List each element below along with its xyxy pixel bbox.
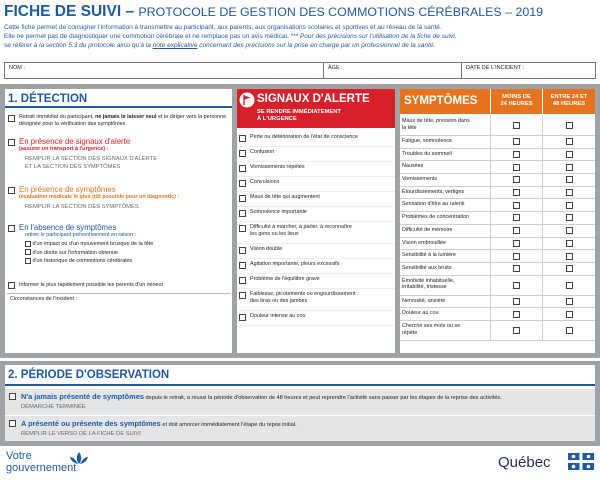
symptome-row (400, 199, 595, 212)
signal-label: Confusion (250, 149, 275, 155)
nom-field[interactable] (5, 63, 324, 78)
absence-sub: retirer le participant préventivement en raison : (25, 232, 137, 238)
symptome-row (400, 250, 595, 263)
symptome-checkbox[interactable] (566, 138, 573, 145)
symptome-label-line: Vomissements (402, 176, 438, 183)
signaux-header (237, 89, 395, 128)
absence-list (7, 240, 229, 266)
signal-item (237, 207, 395, 222)
signal-label: Vomissements répétés (250, 164, 305, 170)
age-label: ÂGE : (328, 65, 343, 71)
symptome-label (402, 189, 488, 196)
signal-checkbox[interactable] (239, 150, 246, 157)
date-field[interactable] (462, 63, 595, 78)
symptome-checkbox[interactable] (513, 311, 520, 318)
symptome-label (402, 201, 488, 208)
signal-label: Difficulté à marcher, à parler, à reconnaître (250, 224, 352, 230)
symptome-checkbox[interactable] (513, 253, 520, 260)
cell-24-48h (542, 225, 595, 237)
sympt-title: En présence de symptômes (19, 185, 116, 194)
col2-line-2: 48 HEURES (552, 101, 586, 107)
page-title (4, 3, 598, 21)
signal-checkbox[interactable] (239, 180, 246, 187)
symptome-row (400, 174, 595, 187)
symptome-label-line: répète (402, 329, 418, 336)
alert-checkbox[interactable] (8, 139, 15, 146)
symptome-row (400, 116, 595, 136)
symptomes-heading: SYMPTÔMES (404, 95, 478, 107)
absence-item (7, 223, 229, 266)
signal-label: des bras ou des jambes (250, 298, 308, 304)
symptome-label-line: Étourdissements, vertiges (402, 188, 465, 195)
symptome-label (402, 265, 488, 272)
symptome-row (400, 136, 595, 149)
col1-line-1: MOINS DE (502, 94, 531, 100)
signal-label: Convulsions (250, 179, 280, 185)
symptome-label (402, 323, 488, 336)
frame-right (595, 84, 600, 358)
intro-line-2a: Elle ne permet pas de diagnostiquer une commotion cérébrale et ne remplace pas un avis médical. (4, 33, 289, 40)
identification-fields (4, 62, 596, 79)
absence-option (25, 257, 229, 266)
logo-line-2: gouvernement (6, 462, 77, 474)
cell-moins-24h (490, 116, 542, 135)
quebec-flag-icon (568, 453, 594, 470)
signal-checkbox[interactable] (239, 225, 246, 232)
cell-moins-24h (490, 174, 542, 186)
cell-moins-24h (490, 238, 542, 250)
cell-moins-24h (490, 225, 542, 237)
symptome-checkbox[interactable] (566, 227, 573, 234)
symptome-label (402, 118, 488, 131)
signal-label: Maux de tête qui augmentent (250, 194, 320, 200)
date-label: DATE DE L'INCIDENT : (466, 65, 524, 71)
signal-label: Douleur intense au cou (250, 313, 306, 319)
signal-item (237, 192, 395, 207)
symptome-checkbox[interactable] (566, 265, 573, 272)
alert-fill-line-2: ET LA SECTION DES SYMPTÔMES (25, 163, 121, 170)
cell-24-48h (542, 116, 595, 135)
signal-item (237, 289, 395, 311)
symptome-label-line: Troubles du sommeil (402, 150, 452, 157)
signal-item (237, 162, 395, 177)
symptome-label-line: Douleur au cou (402, 310, 439, 317)
periode-item-2-note: REMPLIR LE VERSO DE LA FICHE DE SUIVI (21, 431, 141, 437)
symptome-checkbox[interactable] (513, 240, 520, 247)
symptome-checkbox[interactable] (566, 214, 573, 221)
flag-icon (239, 92, 255, 108)
periode-heading: 2. PÉRIODE D'OBSERVATION (8, 369, 170, 381)
signal-item (237, 132, 395, 147)
absence-option-label: d'un impact ou d'un mouvement brusque de la tête (32, 241, 154, 247)
symptome-label (402, 278, 488, 291)
signal-item (237, 177, 395, 192)
inform-item (7, 282, 229, 288)
signal-checkbox[interactable] (239, 195, 246, 202)
quebec-wordmark: Québec (498, 454, 551, 471)
symptome-checkbox[interactable] (513, 151, 520, 158)
signal-item (237, 259, 395, 274)
signal-label: Vision double (250, 246, 283, 252)
cell-24-48h (542, 136, 595, 148)
detection-heading-text: 1. DÉTECTION (8, 93, 88, 105)
intro-line-2 (4, 32, 600, 41)
symptome-checkbox[interactable] (513, 122, 520, 129)
cell-moins-24h (490, 296, 542, 308)
fleur-de-lis-icon (66, 451, 92, 467)
frame2-right (595, 361, 600, 446)
absence-option-label: d'un doute sur l'information obtenue (32, 249, 118, 256)
symptome-label (402, 252, 488, 259)
cell-moins-24h (490, 187, 542, 199)
signaux-heading: SIGNAUX D'ALERTE (257, 93, 370, 105)
frame-bottom (0, 353, 600, 358)
alert-fill (7, 156, 229, 171)
symptome-label (402, 214, 488, 221)
intro-line-2b: *** Pour des précisions sur l'utilisation de la fiche de suivi, (288, 33, 457, 40)
periode-section (5, 365, 595, 441)
symptome-row (400, 149, 595, 162)
symptome-checkbox[interactable] (513, 265, 520, 272)
signal-checkbox[interactable] (239, 262, 246, 269)
cell-moins-24h (490, 136, 542, 148)
symptome-label-line: Sensibilité à la lumière (402, 252, 456, 259)
signal-label: Somnolence importante (250, 209, 307, 215)
absence-checkbox[interactable] (8, 225, 15, 232)
cell-24-48h (542, 199, 595, 211)
signal-checkbox[interactable] (239, 165, 246, 172)
signaux-sub-line-2: À L'URGENCE (257, 116, 297, 122)
periode-item-2-rest: et doit amorcer immédiatement l'étape du repos initial. (160, 422, 297, 428)
cell-24-48h (542, 238, 595, 250)
absence-option-checkbox[interactable] (25, 241, 31, 247)
symptome-label (402, 310, 488, 317)
col-header-24h (491, 89, 542, 114)
note-explicative-link[interactable]: note explicative (152, 42, 198, 49)
intro-line-3a: se référer à la section 5.3 du protocole ainsi qu'à la (4, 42, 153, 49)
symptome-checkbox[interactable] (513, 202, 520, 209)
alert-fill-line-1: REMPLIR LA SECTION DES SIGNAUX D'ALERTE (25, 156, 158, 162)
signal-checkbox[interactable] (239, 247, 246, 254)
retrait-text (7, 114, 229, 128)
symptome-row (400, 225, 595, 238)
signaux-sub (257, 109, 341, 123)
cell-24-48h (542, 149, 595, 161)
symptome-label-line: Nervosité, anxiété (402, 297, 446, 304)
cell-24-48h (542, 187, 595, 199)
inform-text: Informer le plus rapidement possible les parents d'un mineur (19, 282, 164, 288)
symptomes-section (400, 89, 595, 353)
periode-item-2 (5, 415, 595, 441)
symptome-checkbox[interactable] (566, 327, 573, 334)
cell-24-48h (542, 276, 595, 295)
symptome-checkbox[interactable] (513, 189, 520, 196)
symptome-label (402, 138, 488, 145)
symptome-label (402, 151, 488, 158)
signal-checkbox[interactable] (239, 277, 246, 284)
symptome-row (400, 296, 595, 309)
symptome-label-line: Nausées (402, 163, 424, 170)
signal-checkbox[interactable] (239, 314, 246, 321)
signal-label: Agitation importante, pleurs excessifs (250, 261, 340, 267)
periode-item-2-checkbox[interactable] (9, 420, 16, 427)
cell-24-48h (542, 296, 595, 308)
signaux-list (237, 132, 395, 326)
symptome-checkbox[interactable] (566, 122, 573, 129)
sympt-fill: REMPLIR LA SECTION DES SYMPTÔMES (25, 204, 139, 210)
symptome-checkbox[interactable] (566, 311, 573, 318)
signaux-sub-line-1: SE RENDRE IMMÉDIATEMENT (257, 109, 341, 115)
periode-item-1-text (21, 392, 502, 401)
cell-24-48h (542, 308, 595, 320)
absence-option-label: d'un historique de commotions cérébrales (32, 258, 133, 264)
periode-item-2-text (21, 419, 297, 428)
symptome-label-line: irritabilité, tristesse (402, 284, 447, 291)
symptome-label-line: Sensation d'être au ralenti (402, 201, 465, 208)
intro-line-1: Cette fiche permet de consigner l'information à transmettre au participant, aux parents, aux organisations scolaires et sportives et au réseau de la santé. (4, 24, 442, 31)
alert-title: En présence de signaux d'alerte (19, 137, 131, 146)
col1-line-2: 24 HEURES (500, 101, 533, 107)
periode-item-1-note: DÉMARCHE TERMINÉE (21, 404, 86, 410)
symptome-label-line: Fatigue, somnolence (402, 138, 453, 144)
symptome-row (400, 308, 595, 321)
symptome-label-line: Vision embrouillée (402, 239, 446, 246)
absence-option-checkbox[interactable] (25, 249, 31, 255)
periode-item-1-rest: depuis le retrait, a réussi la période d'observation de 48 heures et peut reprendre l'activité sans passer par les étapes de la reprise des activités. (143, 395, 502, 401)
title-rest: PROTOCOLE DE GESTION DES COMMOTIONS CÉRÉBRALES – 2019 (138, 5, 544, 19)
symptome-checkbox[interactable] (513, 327, 520, 334)
cell-moins-24h (490, 149, 542, 161)
symptome-checkbox[interactable] (566, 253, 573, 260)
cell-24-48h (542, 212, 595, 224)
retrait-item (7, 114, 229, 128)
symptome-label-line: Sensibilité aux bruits (402, 264, 452, 271)
detection-section (5, 89, 232, 353)
signal-item (237, 147, 395, 162)
absence-option-checkbox[interactable] (25, 258, 31, 264)
symptome-row (400, 187, 595, 200)
symptome-row (400, 212, 595, 225)
symptome-label-line: Difficulté de mémoire (402, 226, 453, 233)
symptome-checkbox[interactable] (566, 189, 573, 196)
cell-moins-24h (490, 161, 542, 173)
cell-24-48h (542, 321, 595, 340)
sympt-checkbox[interactable] (8, 187, 15, 194)
retrait-text-a: Retrait immédiat du participant, (19, 114, 96, 120)
symptome-label (402, 176, 488, 183)
cell-24-48h (542, 250, 595, 262)
frame2-bottom (0, 441, 600, 446)
symptome-checkbox[interactable] (566, 240, 573, 247)
signaux-section (237, 89, 395, 353)
absence-title: En l'absence de symptômes (19, 223, 117, 232)
cell-moins-24h (490, 250, 542, 262)
signal-item (237, 222, 395, 244)
symptome-row (400, 238, 595, 251)
circonstances-field[interactable] (7, 293, 230, 351)
col2-line-1: ENTRE 24 ET (550, 94, 588, 100)
symptomes-heading-cell (400, 89, 490, 114)
symptome-label-line: la tête (402, 124, 417, 131)
absence-option (25, 249, 229, 258)
symptome-label-line: Cherche ses mots ou se (402, 322, 461, 329)
periode-item-1 (5, 389, 595, 415)
symptome-row (400, 263, 595, 276)
signal-label: Problème de l'équilibre grave (250, 276, 320, 282)
symptome-checkbox[interactable] (513, 164, 520, 171)
periode-item-1-checkbox[interactable] (9, 393, 16, 400)
symptome-label-line: Émotivité inhabituelle, (402, 277, 455, 284)
symptome-label (402, 298, 488, 305)
inform-checkbox[interactable] (8, 282, 15, 289)
cell-moins-24h (490, 308, 542, 320)
symptome-checkbox[interactable] (513, 214, 520, 221)
symptome-checkbox[interactable] (513, 138, 520, 145)
retrait-text-c: et le diriger vers la personne désignée pour la vérification des symptômes (19, 114, 227, 127)
intro-text (4, 23, 600, 50)
symptome-label-line: Problèmes de concentration (402, 214, 470, 221)
signal-item (237, 244, 395, 259)
signal-checkbox[interactable] (239, 292, 246, 299)
symptome-label (402, 240, 488, 247)
cell-24-48h (542, 174, 595, 186)
signal-item (237, 311, 395, 326)
symptome-row (400, 276, 595, 296)
symptome-label (402, 163, 488, 170)
cell-24-48h (542, 263, 595, 275)
symptome-label-line: Maux de tête, pression dans (402, 118, 470, 124)
symptome-label (402, 227, 488, 234)
col-header-48h (543, 89, 595, 114)
alert-item (7, 137, 229, 171)
title-sep: – (121, 3, 139, 20)
title-bold: FICHE DE SUIVI (4, 3, 122, 20)
signal-checkbox[interactable] (239, 135, 246, 142)
votre-gouvernement-logo (6, 451, 126, 481)
quebec-logo (498, 452, 596, 476)
retrait-checkbox[interactable] (8, 115, 15, 122)
absence-option (25, 240, 229, 249)
retrait-text-b: ne jamais le laisser seul (95, 114, 157, 120)
periode-item-1-bold: N'a jamais présenté de symptômes (21, 392, 144, 401)
sympt-item (7, 185, 229, 210)
symptome-row (400, 161, 595, 174)
symptome-checkbox[interactable] (566, 176, 573, 183)
periode-item-2-bold: A présenté ou présente des symptômes (21, 419, 161, 428)
symptome-checkbox[interactable] (566, 298, 573, 305)
symptomes-list (400, 116, 595, 341)
age-field[interactable] (324, 63, 462, 78)
intro-line-3 (4, 41, 600, 50)
sympt-sub: (évaluation médicale le plus (tôt possible pour un diagnostic) : (19, 194, 180, 200)
signal-checkbox[interactable] (239, 210, 246, 217)
intro-line-3b: concernant des précisions sur la prise en charge par un professionnel de la santé. (197, 42, 436, 49)
nom-label: NOM : (9, 65, 25, 71)
symptome-checkbox[interactable] (513, 282, 520, 289)
alert-sub: (assurer un transport à l'urgence) : (19, 146, 109, 152)
symptome-checkbox[interactable] (566, 164, 573, 171)
cell-moins-24h (490, 321, 542, 340)
circonstances-label: Circonstances de l'incident : (10, 296, 77, 302)
logo-line-1: Votre (6, 450, 32, 462)
signal-label: Faiblesse, picotements ou engourdissement (250, 291, 356, 297)
symptome-checkbox[interactable] (566, 151, 573, 158)
symptome-checkbox[interactable] (513, 176, 520, 183)
cell-moins-24h (490, 276, 542, 295)
periode-heading-row (5, 365, 595, 386)
symptome-checkbox[interactable] (513, 227, 520, 234)
cell-moins-24h (490, 263, 542, 275)
symptome-checkbox[interactable] (566, 282, 573, 289)
symptome-checkbox[interactable] (513, 298, 520, 305)
cell-24-48h (542, 161, 595, 173)
symptome-row (400, 321, 595, 341)
signal-label: Perte ou détérioration de l'état de conscience (250, 134, 359, 140)
signal-item (237, 274, 395, 289)
cell-moins-24h (490, 212, 542, 224)
detection-heading (5, 89, 232, 108)
cell-moins-24h (490, 199, 542, 211)
signal-label: les gens ou les lieux (250, 231, 299, 237)
symptome-checkbox[interactable] (566, 202, 573, 209)
